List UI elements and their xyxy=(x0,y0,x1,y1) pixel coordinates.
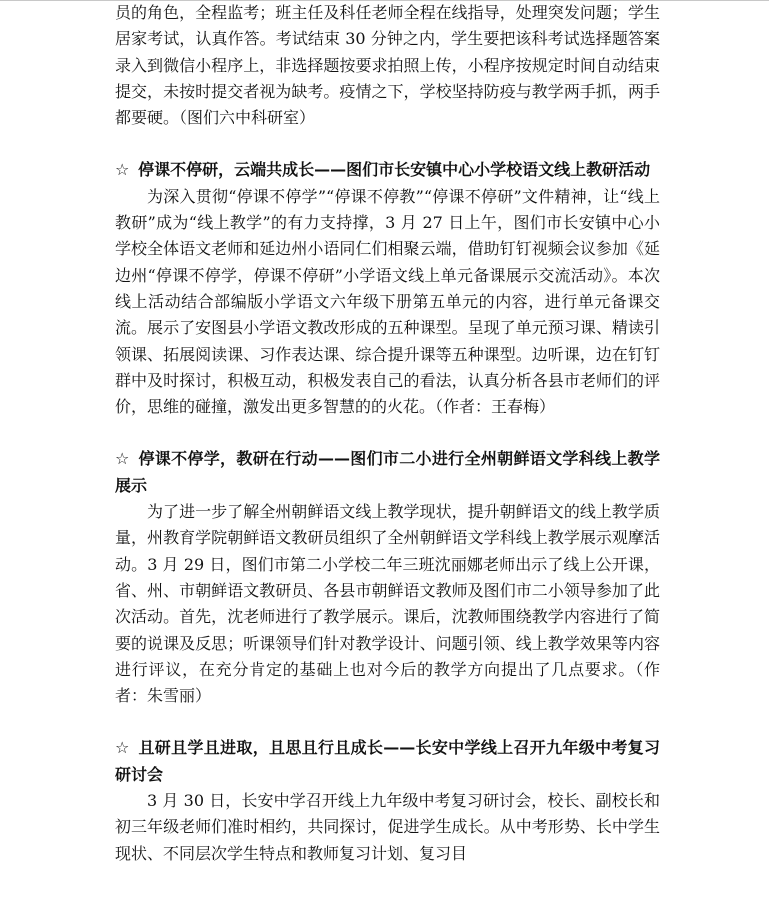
article-3-title: 且研且学且进取，且思且行且成长——长安中学线上召开九年级中考复习研讨会 xyxy=(115,738,660,784)
article-3-heading xyxy=(115,735,660,788)
article-2-body: 为了进一步了解全州朝鲜语文线上教学现状，提升朝鲜语文的线上教学质量，州教育学院朝鲜语文教研员组织了全州朝鲜语文学科线上教学展示观摩活动。3 月 29 日，图们市第二小学校二年三班沈丽娜老师出示了线上公开课，省、州、市朝鲜语文教研员、各县市朝鲜语文教师及图们市二小领导参加了此次活动。首先，沈老师进行了教学展示。课后，沈教师围绕教学内容进行了简要的说课及反思；听课领导们针对教学设计、问题引领、线上教学效果等内容进行评议，在充分肯定的基础上也对今后的教学方向提出了几点要求。（作者：朱雪丽） xyxy=(115,502,660,706)
star-icon: ☆ xyxy=(115,738,130,758)
article-1-title: 停课不停研，云端共成长——图们市长安镇中心小学校语文线上教研活动 xyxy=(138,160,651,180)
article-1-heading xyxy=(115,157,660,183)
article-3-body: 3 月 30 日，长安中学召开线上九年级中考复习研讨会，校长、副校长和初三年级老师们准时相约，共同探讨，促进学生成长。从中考形势、长中学生现状、不同层次学生特点和教师复习计划、复习目 xyxy=(115,791,660,863)
section-gap xyxy=(115,709,660,735)
section-gap xyxy=(115,131,660,157)
article-3 xyxy=(115,735,660,866)
intro-paragraph: 员的角色，全程监考；班主任及科任老师全程在线指导，处理突发问题；学生居家考试，认真作答。考试结束 30 分钟之内，学生要把该科考试选择题答案录入到微信小程序上，非选择题按要求拍照上传，小程序按规定时间自动结束提交，未按时提交者视为缺考。疫情之下，学校坚持防疫与教学两手抓，两手都要硬。（图们六中科研室） xyxy=(115,3,660,128)
star-icon: ☆ xyxy=(115,160,130,180)
star-icon: ☆ xyxy=(115,449,130,469)
article-2-heading xyxy=(115,446,660,499)
article-2-title: 停课不停学，教研在行动——图们市二小进行全州朝鲜语文学科线上教学展示 xyxy=(115,449,660,495)
document-page xyxy=(115,0,660,867)
section-gap xyxy=(115,420,660,446)
article-2 xyxy=(115,446,660,709)
article-1-body: 为深入贯彻“停课不停学”“停课不停教”“停课不停研”文件精神，让“线上教研”成为“线上教学”的有力支持撑，3 月 27 日上午，图们市长安镇中心小学校全体语文老师和延边州小语同仁们相聚云端，借助钉钉视频会议参加《延边州“停课不停学，停课不停研”小学语文线上单元备课展示交流活动》。本次线上活动结合部编版小学语文六年级下册第五单元的内容，进行单元备课交流。展示了安图县小学语文教改形成的五种课型。呈现了单元预习课、精读引领课、拓展阅读课、习作表达课、综合提升课等五种课型。边听课，边在钉钉群中及时探讨，积极互动，积极发表自己的看法，认真分析各县市老师们的评价，思维的碰撞，激发出更多智慧的的火花。（作者：王春梅） xyxy=(115,186,660,417)
article-1 xyxy=(115,157,660,420)
